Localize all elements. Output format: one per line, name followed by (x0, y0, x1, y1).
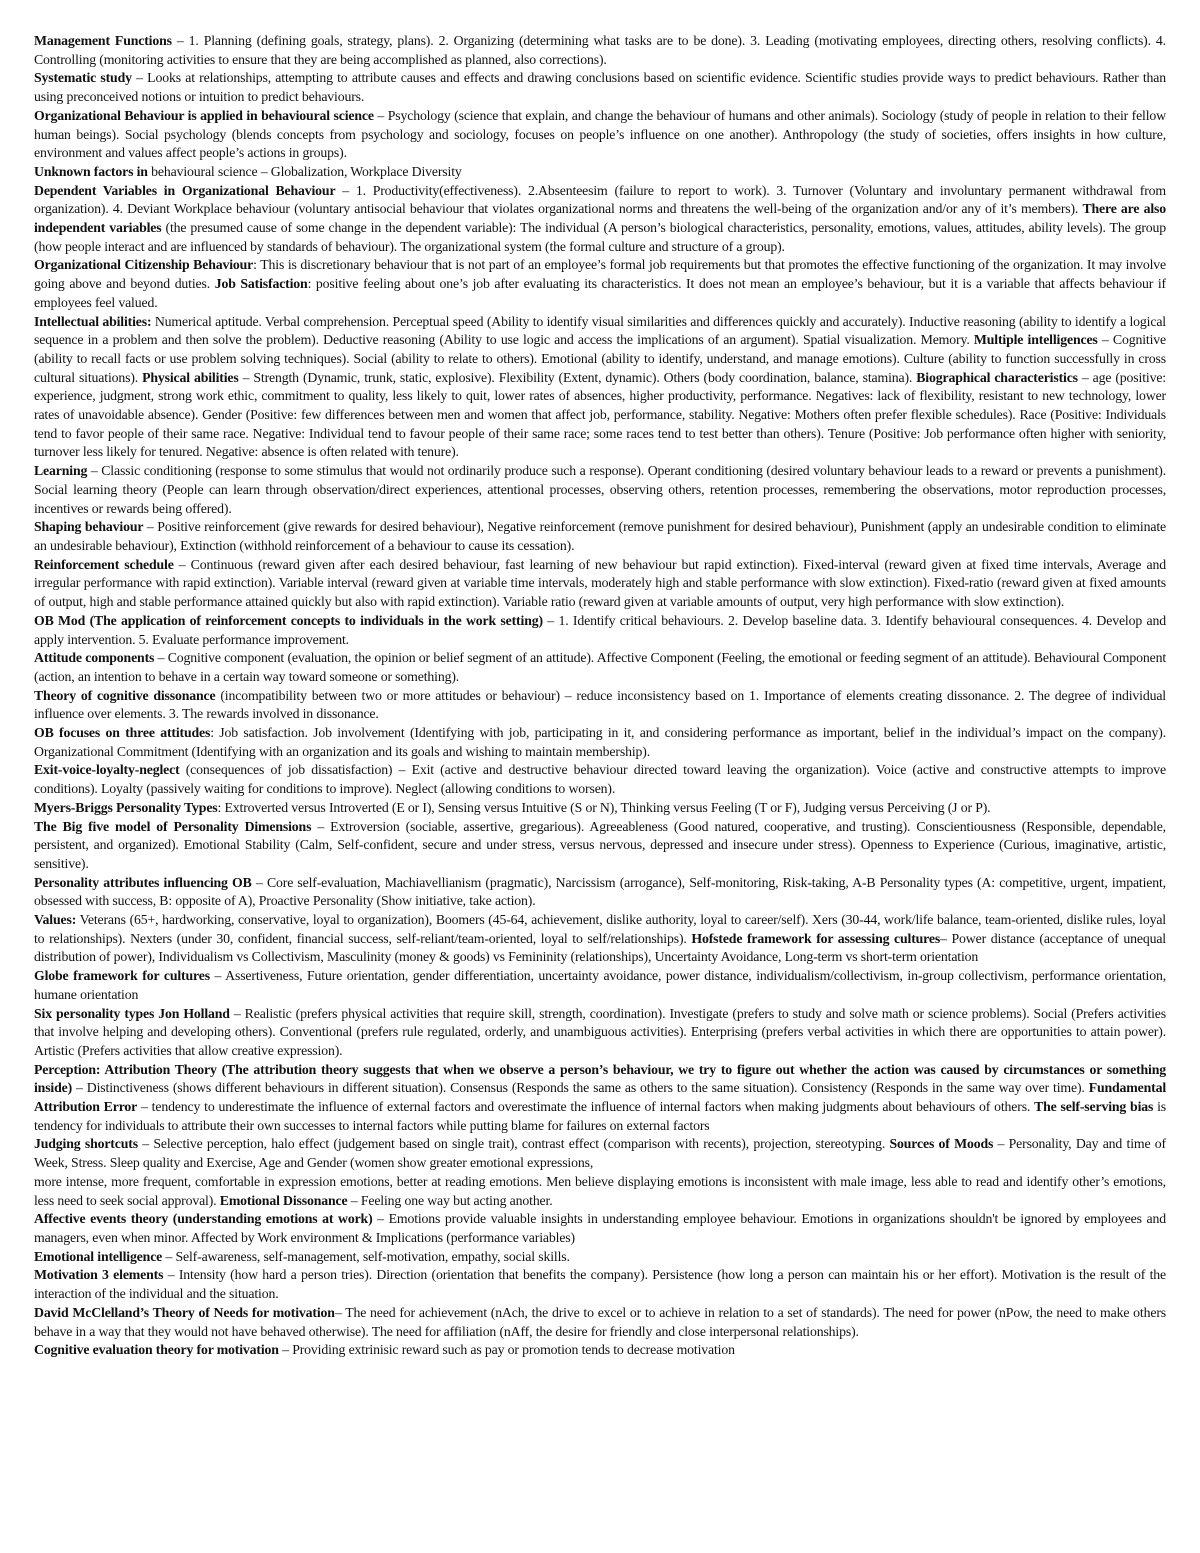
note-paragraph (34, 911, 1166, 967)
bold-term: Globe framework for cultures (34, 968, 210, 984)
note-text: – Selective perception, halo effect (judgement based on single trait), contrast effect (comparison with recents), projection, stereotyping. (137, 1136, 890, 1152)
note-paragraph (34, 107, 1166, 163)
note-text: : This is discretionary behaviour that is not part of an employee’s formal job requirements but that promotes the effective functioning of the organization. It may involve going above and beyond duties. (34, 257, 1166, 292)
note-paragraph (34, 1341, 1166, 1360)
note-paragraph (34, 874, 1166, 911)
note-text: Numerical aptitude. Verbal comprehension. Perceptual speed (Ability to identify visual similarities and differences quickly and accurately). Inductive reasoning (ability to identify a logical sequence in a problem and then solve the problem). Deductive reasoning (Ability to use logic and access the implications of an argument). Spatial visualization. Memory. (34, 313, 1166, 348)
bold-term: Emotional intelligence (34, 1248, 163, 1264)
note-text: – 1. Planning (defining goals, strategy, plans). 2. Organizing (determining what tasks are to be done). 3. Leading (motivating employees, directing others, resolving conflicts). 4. Controlling (monitoring activities to ensure that they are being accomplished as planned, also corrections). (34, 33, 1166, 67)
note-paragraph (34, 818, 1166, 874)
note-paragraph (34, 687, 1166, 724)
note-paragraph (34, 1135, 1166, 1172)
bold-term: David McClelland’s Theory of Needs for motivation (34, 1304, 335, 1320)
bold-term: Fundamental Attribution Error (34, 1080, 1166, 1115)
note-text: (incompatibility between two or more attitudes or behaviour) – reduce inconsistency based on 1. Importance of elements creating dissonance. 2. The degree of individual influence over elements. 3. The rewards involved in dissonance. (34, 687, 1166, 722)
note-text: – Feeling one way but acting another. (347, 1192, 553, 1208)
bold-term: Cognitive evaluation theory for motivation (34, 1342, 279, 1358)
note-text: Veterans (65+, hardworking, conservative, loyal to organization), Boomers (45-64, achievement, dislike authority, loyal to career/self). Xers (30-44, work/life balance, team-oriented, dislike rules, loyal to relationships). Nexters (under 30, confident, financial success, self-reliant/team-oriented, loyal to self/relationships). (34, 912, 1166, 946)
bold-term: Systematic study (34, 70, 132, 86)
note-paragraph (34, 1005, 1166, 1061)
note-text: – Core self-evaluation, Machiavellianism (pragmatic), Narcissism (arrogance), Self-monitoring, Risk-taking, A-B Personality types (A: competitive, urgent, impatient, obsessed with success, B: opposite of A), Proactive Personality (Show initiative, take action). (34, 874, 1166, 909)
note-paragraph (34, 612, 1166, 649)
bold-term: The Big five model of Personality Dimensions (34, 818, 312, 834)
note-paragraph (34, 967, 1166, 1004)
bold-term: Hofstede framework for assessing cultures (691, 930, 941, 946)
note-text: – Emotions provide valuable insights in understanding employee behaviour. Emotions in organizations shouldn't be ignored by employees and managers, even when minor. Affected by Work environment & Implications (performance variables) (34, 1211, 1166, 1245)
bold-term: Job Satisfaction (214, 276, 308, 292)
bold-term: Dependent Variables in Organizational Behaviour (34, 182, 336, 198)
bold-term: Theory of cognitive dissonance (34, 687, 216, 703)
bold-term: Judging shortcuts (34, 1136, 138, 1152)
note-paragraph (34, 256, 1166, 312)
bold-term: There are also independent variables (34, 201, 1166, 236)
note-text: – The need for achievement (nAch, the drive to excel or to achieve in relation to a set of standards). The need for power (nPow, the need to make others behave in a way that they would not have behaved otherwise). The need for affiliation (nAff, the desire for friendly and close interpersonal relationships). (34, 1304, 1166, 1339)
bold-term: Perception: Attribution Theory (The attribution theory suggests that when we observe a person’s behaviour, we try to figure out whether the action was caused by circumstances or something inside) (34, 1061, 1166, 1096)
note-paragraph (34, 649, 1166, 686)
note-text: – Cognitive (ability to recall facts or use problem solving techniques). Social (ability to relate to others). Emotional (ability to identify, understand, and manage emotions). Culture (ability to function successfully in cross cultural situations). (34, 332, 1166, 385)
note-text: – Continuous (reward given after each desired behaviour, fast learning of new behaviour but rapid extinction). Fixed-interval (reward given at fixed time intervals, Average and irregular performance with rapid extinction). Variable interval (reward given at variable time intervals, moderately high and stable performance with slow extinction). Fixed-ratio (reward given at fixed amounts of output, high and stable performance attained quickly but also with rapid extinction). Variable ratio (reward given at variable amounts of output, very high performance with slow extinction). (34, 556, 1166, 610)
note-text: – 1. Identify critical behaviours. 2. Develop baseline data. 3. Identify behavioural consequences. 4. Develop and apply intervention. 5. Evaluate performance improvement. (34, 612, 1166, 647)
note-paragraph (34, 182, 1166, 257)
note-paragraph (34, 1266, 1166, 1303)
bold-term: Myers-Briggs Personality Types (34, 799, 218, 815)
note-text: – Classic conditioning (response to some stimulus that would not ordinarily produce such a response). Operant conditioning (desired voluntary behaviour leads to a reward or prevents a punishment). Social learning theory (People can learn through observation/direct experiences, attentional processes, observing others, retention processes, remembering the observations, motor reproduction processes, incentives or rewards being offered). (34, 463, 1166, 516)
note-paragraph (34, 69, 1166, 106)
note-paragraph (34, 1304, 1166, 1341)
note-text: – Intensity (how hard a person tries). Direction (orientation that benefits the company). Persistence (how long a person can maintain his or her effort). Motivation is the result of the interaction of the individual and the situation. (34, 1267, 1166, 1302)
note-text: : Job satisfaction. Job involvement (Identifying with job, participating in it, and considering performance as important, belief in the individual’s impact on the company). Organizational Commitment (Identifying with an organization and its goals and wishing to maintain membership). (34, 725, 1166, 759)
bold-term: Intellectual abilities: (34, 313, 152, 329)
note-text: – Self-awareness, self-management, self-motivation, empathy, social skills. (162, 1248, 570, 1264)
note-paragraph (34, 32, 1166, 69)
bold-term: Values: (34, 912, 77, 928)
note-text: : Extroverted versus Introverted (E or I), Sensing versus Intuitive (S or N), Thinking versus Feeling (T or F), Judging versus Perceiving (J or P). (217, 799, 991, 815)
note-paragraph (34, 799, 1166, 818)
bold-term: Biographical characteristics (916, 369, 1078, 385)
bold-term: Affective events theory (understanding emotions at work) (34, 1211, 373, 1227)
bold-term: OB focuses on three attitudes (34, 725, 211, 741)
note-text: – Extroversion (sociable, assertive, gregarious). Agreeableness (Good natured, cooperative, and trusting). Conscientiousness (Responsible, dependable, persistent, and organized). Emotional Stability (Calm, Self-confident, secure and under stress, versus nervous, depressed and insecure under stress). Openness to Experience (Curious, imaginative, artistic, sensitive). (34, 818, 1166, 871)
bold-term: Sources of Moods (889, 1136, 994, 1152)
bold-term: Attitude components (34, 650, 155, 666)
note-text: – Personality, Day and time of Week, Stress. Sleep quality and Exercise, Age and Gender (women show greater emotional expressions, (34, 1136, 1166, 1171)
note-text: – Assertiveness, Future orientation, gender differentiation, uncertainty avoidance, power distance, individualism/collectivism, in-group collectivism, performance orientation, humane orientation (34, 968, 1167, 1002)
bold-term: Motivation 3 elements (34, 1267, 164, 1283)
note-paragraph (34, 1248, 1166, 1267)
note-paragraph (34, 462, 1166, 518)
note-text: – Cognitive component (evaluation, the opinion or belief segment of an attitude). Affective Component (Feeling, the emotional or feeding segment of an attitude). Behavioural Component (action, an intention to behave in a certain way toward someone or something). (34, 650, 1167, 684)
note-text: – age (positive: experience, judgment, strong work ethic, commitment to quality, less likely to quit, lower rates of absences, higher productivity, performance. Negatives: lack of flexibility, resistant to new technology, lower rates of unavoidable absence). Gender (Positive: few differences between men and women that affect job, performance, stability. Negative: Mothers often prefer flexible schedules). Race (Positive: Individuals tend to favor people of their same race. Negative: Individual tend to favour people of their same race; some races tend to test better than others). Tenure (Positive: Job performance often higher with seniority, turnover less likely for tenured. Negative: absence is often related with tenure). (34, 369, 1166, 460)
bold-term: Unknown factors in (34, 163, 148, 179)
bold-term: Organizational Citizenship Behaviour (34, 257, 254, 273)
note-text: (the presumed cause of some change in the dependent variable): The individual (A person’s biological characteristics, personality, emotions, values, attitudes, ability levels). The group (how people interact and are influenced by standards of behaviour). The organizational system (the formal culture and structure of a group). (34, 220, 1167, 254)
bold-term: Physical abilities (142, 369, 239, 385)
bold-term: Personality attributes influencing OB (34, 874, 252, 890)
bold-term: Six personality types Jon Holland (34, 1005, 230, 1021)
note-text: – Positive reinforcement (give rewards for desired behaviour), Negative reinforcement (remove punishment for desired behaviour), Punishment (apply an undesirable condition to eliminate an undesirable behaviour), Extinction (withhold reinforcement of a behaviour to cause its cessation). (34, 519, 1166, 553)
note-paragraph (34, 556, 1166, 612)
note-text: – Looks at relationships, attempting to attribute causes and effects and drawing conclusions based on scientific evidence. Scientific studies provide ways to predict behaviours. Rather than using preconceived notions or intuition to predict behaviours. (34, 70, 1166, 105)
bold-term: OB Mod (The application of reinforcement concepts to individuals in the work setting) (34, 612, 543, 628)
note-text: – 1. Productivity(effectiveness). 2.Absenteesim (failure to report to work). 3. Turnover (Voluntary and involuntary permanent withdrawal from organization). 4. Deviant Workplace behaviour (voluntary antisocial behaviour that violates organizational norms and threatens the well-being of the organization and/or any of it’s members). (34, 182, 1166, 217)
note-paragraph (34, 313, 1166, 463)
note-paragraph (34, 724, 1166, 761)
note-text: – tendency to underestimate the influence of external factors and overestimate the influence of internal factors when making judgments about behaviours of others. (137, 1099, 1035, 1115)
bold-term: The self-serving bias (1034, 1099, 1154, 1115)
bold-term: Learning (34, 463, 88, 479)
note-text: more intense, more frequent, comfortable in expression emotions, better at reading emotions. Men believe displaying emotions is inconsistent with male image, less able to read and identify other’s emotions, less need to seek social approval). (34, 1173, 1166, 1208)
note-text: – Strength (Dynamic, trunk, static, explosive). Flexibility (Extent, dynamic). Others (body coordination, balance, stamina). (238, 369, 917, 385)
note-text: – Providing extrinisic reward such as pay or promotion tends to decrease motivation (278, 1342, 735, 1358)
bold-term: Multiple intelligences (973, 332, 1098, 348)
bold-term: Emotional Dissonance (219, 1192, 348, 1208)
bold-term: Reinforcement schedule (34, 556, 174, 572)
note-text: – Power distance (acceptance of unequal distribution of power), Individualism vs Collectivism, Masculinity (money & goods) vs Femininity (relationships), Uncertainty Avoidance, Long-term vs short-term orientation (34, 930, 1166, 965)
note-paragraph (34, 163, 1166, 182)
note-text: – Realistic (prefers physical activities that require skill, strength, coordination). Investigate (prefers to study and solve math or science problems). Social (Prefers activities that involve helping and developing others). Conventional (prefers rule regulated, orderly, and unambiguous activities). Enterprising (prefers verbal activities in which there are opportunities to attain power). Artistic (Prefers activities that allow creative expression). (34, 1005, 1167, 1058)
bold-term: Exit-voice-loyalty-neglect (34, 762, 180, 778)
note-text: behavioural science – Globalization, Workplace Diversity (147, 163, 462, 179)
note-paragraph (34, 1210, 1166, 1247)
note-text: – Distinctiveness (shows different behaviours in different situation). Consensus (Responds the same as others to the same situation). Consistency (Responds in the same way over time). (72, 1080, 1089, 1096)
bold-term: Organizational Behaviour is applied in behavioural science (34, 107, 374, 123)
note-paragraph (34, 1173, 1166, 1210)
bold-term: Shaping behaviour (34, 519, 144, 535)
note-paragraph (34, 761, 1166, 798)
note-text: is tendency for individuals to attribute their own successes to internal factors while putting blame for failures on external factors (34, 1099, 1167, 1133)
note-text: (consequences of job dissatisfaction) – Exit (active and destructive behaviour directed toward leaving the organization). Voice (active and constructive attempts to improve conditions). Loyalty (passively waiting for conditions to improve). Neglect (allowing conditions to worsen). (34, 762, 1166, 797)
note-text: – Psychology (science that explain, and change the behaviour of humans and other animals). Sociology (study of people in relation to their fellow human beings). Social psychology (blends concepts from psychology and sociology, focuses on people’s influence on one another). Anthropology (the study of societies, offers insights in how culture, environment and values affect people’s actions in groups). (34, 107, 1166, 161)
note-paragraph (34, 1061, 1166, 1136)
bold-term: Management Functions (34, 33, 172, 48)
note-paragraph (34, 518, 1166, 555)
note-text: : positive feeling about one’s job after evaluating its characteristics. It does not mean an employee’s behaviour, but it is a variable that affects behaviour if employees feel valued. (34, 276, 1166, 310)
